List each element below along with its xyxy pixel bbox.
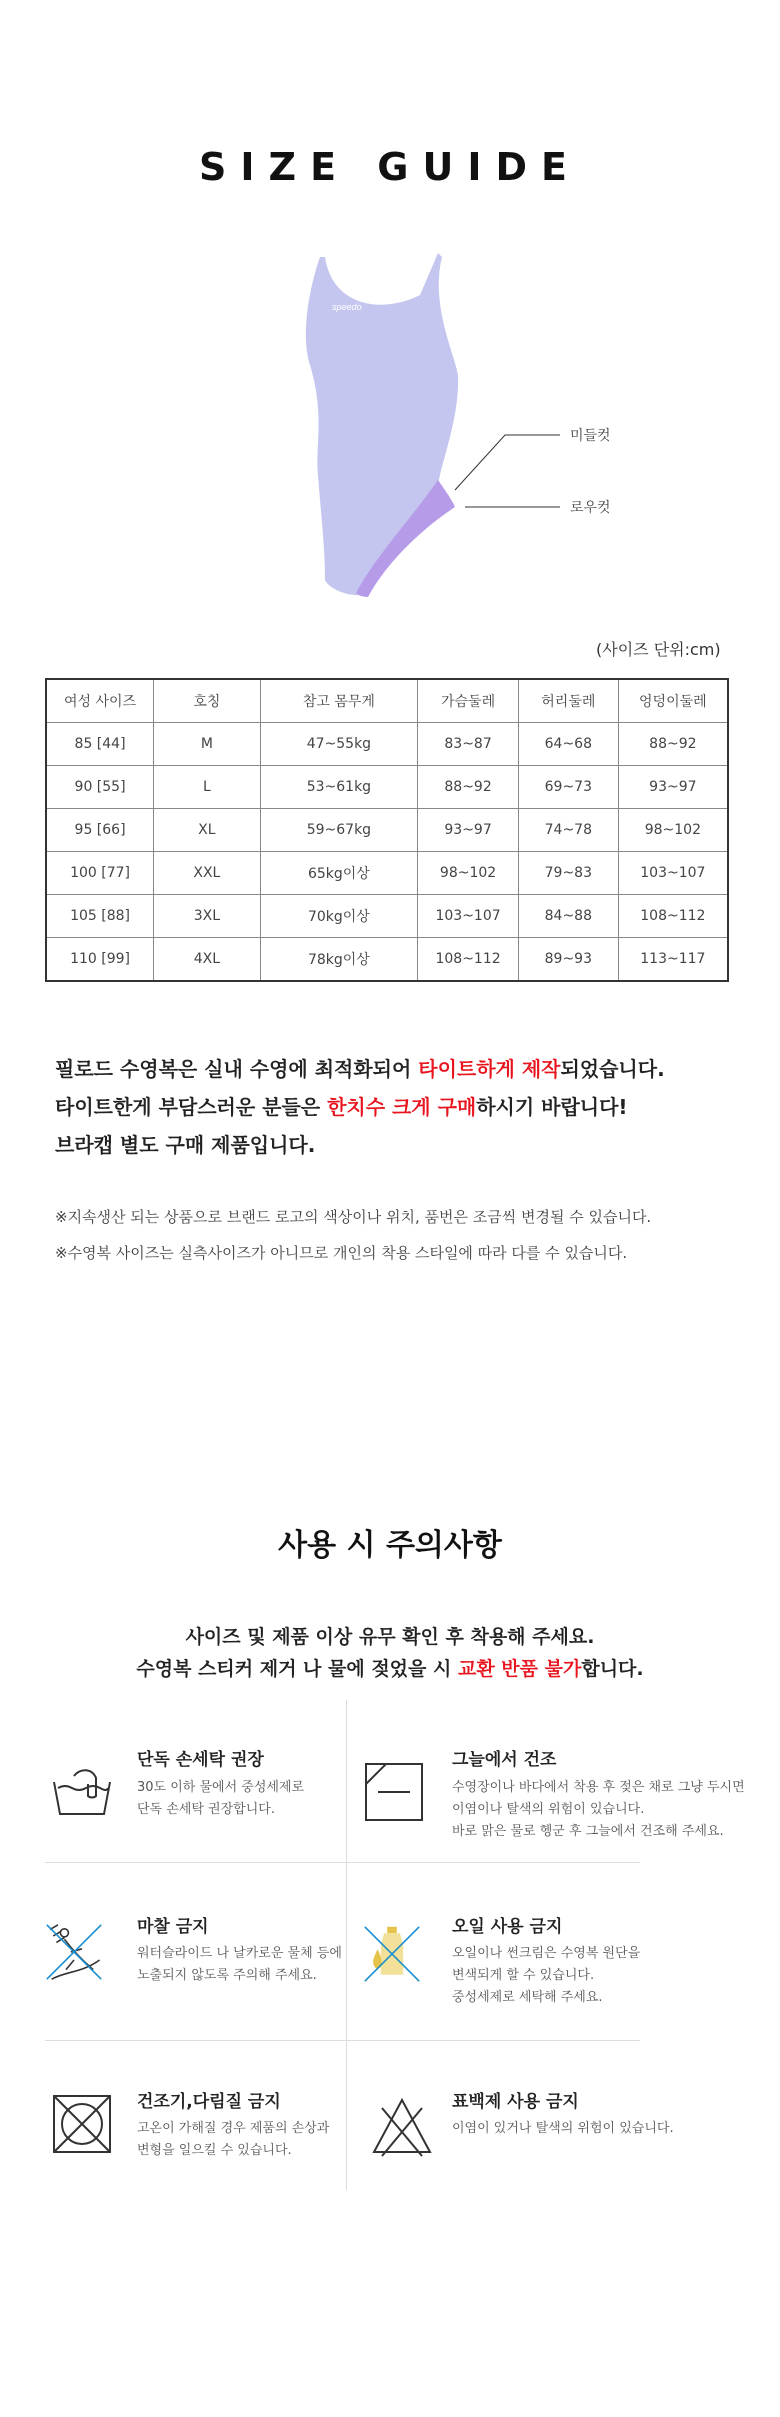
no-bleach-icon — [370, 2094, 434, 2158]
table-cell: 84~88 — [518, 895, 618, 938]
table-row — [46, 938, 728, 982]
table-header: 허리둘레 — [518, 679, 618, 723]
table-cell: 103~107 — [418, 895, 519, 938]
hand-wash-icon — [50, 1762, 114, 1826]
table-cell: L — [154, 766, 261, 809]
table-header: 여성 사이즈 — [46, 679, 154, 723]
notice-text: 되었습니다. — [560, 1057, 665, 1081]
size-note: ※수영복 사이즈는 실측사이즈가 아니므로 개인의 착용 스타일에 따라 다를 수 있습니다. — [55, 1244, 628, 1262]
table-cell: 69~73 — [518, 766, 618, 809]
notice-line-1 — [55, 1053, 665, 1082]
table-cell: 103~107 — [618, 852, 728, 895]
care-desc-line: 오일이나 썬크림은 수영복 원단을 — [452, 1946, 641, 1961]
table-cell: 105 [88] — [46, 895, 154, 938]
care-item-title: 단독 손세탁 권장 — [137, 1750, 264, 1770]
care-subtitle-1: 사이즈 및 제품 이상 유무 확인 후 착용해 주세요. — [185, 1626, 595, 1648]
table-row — [46, 766, 728, 809]
care-desc-line: 바로 맑은 물로 헹군 후 그늘에서 건조해 주세요. — [452, 1824, 724, 1839]
table-cell: 79~83 — [518, 852, 618, 895]
care-subtitle-text: 수영복 스티커 제거 나 물에 젖었을 시 — [136, 1658, 458, 1680]
table-cell: 98~102 — [618, 809, 728, 852]
care-desc-line: 중성세제로 세탁해 주세요. — [452, 1990, 603, 2005]
notice-text: 타이트한게 부담스러운 분들은 — [55, 1095, 328, 1119]
care-item-title: 표백제 사용 금지 — [452, 2092, 579, 2112]
care-item-desc — [452, 1777, 745, 1843]
notice-highlight: 한치수 크게 구매 — [327, 1095, 477, 1119]
no-oil-icon — [360, 1922, 424, 1986]
table-cell: 93~97 — [418, 809, 519, 852]
table-cell: XXL — [154, 852, 261, 895]
table-header-row — [46, 679, 728, 723]
no-friction-icon — [42, 1920, 106, 1984]
care-item-desc — [137, 1943, 342, 1987]
care-item-title: 그늘에서 건조 — [452, 1750, 557, 1770]
care-desc-line: 변색되게 할 수 있습니다. — [452, 1968, 595, 1983]
care-item-desc — [452, 1943, 640, 2009]
no-tumble-dry-icon — [50, 2092, 114, 2156]
table-cell: 89~93 — [518, 938, 618, 982]
care-grid-divider-vertical — [346, 1700, 347, 2190]
table-cell: 88~92 — [618, 723, 728, 766]
table-row — [46, 809, 728, 852]
table-cell: 4XL — [154, 938, 261, 982]
speedo-logo — [332, 302, 362, 312]
notice-line-2 — [55, 1091, 628, 1120]
table-cell: 108~112 — [418, 938, 519, 982]
table-cell: 74~78 — [518, 809, 618, 852]
table-cell: 85 [44] — [46, 723, 154, 766]
size-table — [45, 678, 729, 982]
table-header: 엉덩이둘레 — [618, 679, 728, 723]
table-cell: 53~61kg — [260, 766, 418, 809]
notice-line-3: 브라캡 별도 구매 제품입니다. — [55, 1133, 316, 1157]
care-grid-divider — [45, 1862, 640, 1863]
table-cell: 108~112 — [618, 895, 728, 938]
care-title: 사용 시 주의사항 — [278, 1528, 502, 1563]
production-note: ※지속생산 되는 상품으로 브랜드 로고의 색상이나 위치, 품번은 조금씩 변경될 수 있습니다. — [55, 1208, 652, 1226]
care-desc-line: 이염이나 탈색의 위험이 있습니다. — [452, 1802, 645, 1817]
care-desc-line: 노출되지 않도록 주의해 주세요. — [137, 1968, 317, 1983]
care-desc-line: 이염이 있거나 탈색의 위험이 있습니다. — [452, 2121, 674, 2136]
care-subtitle-text: 합니다. — [581, 1658, 644, 1680]
notice-text: 하시기 바랍니다! — [476, 1095, 628, 1119]
notice-text: 필로드 수영복은 실내 수영에 최적화되어 — [55, 1057, 419, 1081]
care-subtitle-2 — [0, 1654, 780, 1681]
table-cell: 100 [77] — [46, 852, 154, 895]
lowcut-label: 로우컷 — [570, 500, 611, 516]
care-item-desc — [452, 2118, 674, 2140]
notice-highlight: 타이트하게 제작 — [418, 1057, 561, 1081]
care-item-title: 건조기,다림질 금지 — [137, 2092, 281, 2112]
table-cell: 110 [99] — [46, 938, 154, 982]
care-desc-line: 단독 손세탁 권장합니다. — [137, 1802, 275, 1817]
table-cell: 78kg이상 — [260, 938, 418, 982]
care-item-desc — [137, 1777, 304, 1821]
table-cell: M — [154, 723, 261, 766]
table-cell: 64~68 — [518, 723, 618, 766]
table-cell: 98~102 — [418, 852, 519, 895]
care-subtitle-highlight: 교환 반품 불가 — [457, 1658, 582, 1680]
table-row — [46, 723, 728, 766]
table-cell: 3XL — [154, 895, 261, 938]
table-cell: 70kg이상 — [260, 895, 418, 938]
care-item-title: 오일 사용 금지 — [452, 1917, 563, 1937]
unit-note: (사이즈 단위:cm) — [596, 640, 721, 659]
table-header: 가슴둘레 — [418, 679, 519, 723]
table-header: 참고 몸무게 — [260, 679, 418, 723]
table-row — [46, 852, 728, 895]
table-cell: 88~92 — [418, 766, 519, 809]
care-desc-line: 변형을 일으킬 수 있습니다. — [137, 2143, 292, 2158]
table-cell: 83~87 — [418, 723, 519, 766]
care-desc-line: 30도 이하 물에서 중성세제로 — [137, 1780, 305, 1795]
care-grid-divider — [45, 2040, 640, 2041]
table-cell: 95 [66] — [46, 809, 154, 852]
care-desc-line: 수영장이나 바다에서 착용 후 젖은 채로 그냥 두시면 — [452, 1780, 745, 1795]
swimsuit-body — [306, 253, 458, 595]
care-item-desc — [137, 2118, 329, 2162]
table-header: 호칭 — [154, 679, 261, 723]
table-cell: 93~97 — [618, 766, 728, 809]
size-guide-title: SIZE GUIDE — [199, 145, 581, 189]
middlecut-leader-line — [455, 435, 560, 490]
table-cell: 47~55kg — [260, 723, 418, 766]
table-cell: XL — [154, 809, 261, 852]
care-item-title: 마찰 금지 — [137, 1917, 209, 1937]
care-desc-line: 워터슬라이드 나 날카로운 물체 등에 — [137, 1946, 342, 1961]
table-cell: 59~67kg — [260, 809, 418, 852]
shade-dry-icon — [362, 1760, 426, 1824]
table-row — [46, 895, 728, 938]
table-cell: 90 [55] — [46, 766, 154, 809]
middlecut-label: 미들컷 — [570, 428, 611, 444]
svg-text:speedo: speedo — [332, 302, 362, 312]
table-cell: 113~117 — [618, 938, 728, 982]
table-cell: 65kg이상 — [260, 852, 418, 895]
care-desc-line: 고온이 가해질 경우 제품의 손상과 — [137, 2121, 330, 2136]
